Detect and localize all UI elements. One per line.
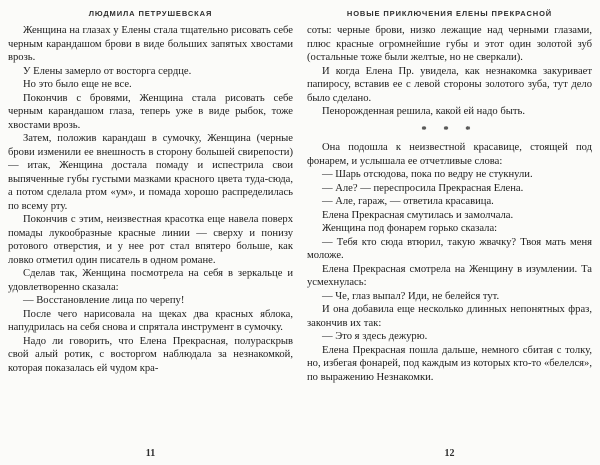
paragraph: Покончив с бровями, Женщина стала рисовать себе черным карандашом глаза, теперь уже в виде рыбок, тоже хвостами врозь. xyxy=(8,92,293,131)
paragraph: — Это я здесь дежурю. xyxy=(322,331,428,342)
paragraph: Елена Прекрасная пошла дальше, немного сбитая с толку, но, избегая фонарей, под каждым из которых кто-то «белелся», по выражению Незнакомки. xyxy=(307,344,592,383)
paragraph: Надо ли говорить, что Елена Прекрасная, полураскрыв свой алый ротик, с восторгом наблюдала за незнакомкой, которая показалась ей чудом кра- xyxy=(8,335,293,374)
paragraph: Елена Прекрасная смутилась и замолчала. xyxy=(322,209,514,221)
paragraph: Женщина под фонарем горько сказала: xyxy=(322,223,498,234)
paragraph: — Але, гараж, — ответила красавица. xyxy=(322,196,494,207)
paragraph: — Че, глаз выпал? Иди, не белейся тут. xyxy=(322,290,500,302)
page-number-right: 12 xyxy=(444,448,455,459)
page-left xyxy=(8,6,293,461)
paragraph: Но это было еще не все. xyxy=(23,79,132,90)
page-body-right xyxy=(307,24,592,444)
paragraph: Сделав так, Женщина посмотрела на себя в зеркальце и удовлетворенно сказала: xyxy=(8,268,293,293)
paragraph: Пенорожденная решила, какой ей надо быть. xyxy=(322,106,525,117)
paragraph: — Шарь отсюдова, пока по ведру не стукнули. xyxy=(322,169,533,180)
page-number-left: 11 xyxy=(145,448,156,459)
paragraph: — Але? — переспросила Прекрасная Елена. xyxy=(322,182,524,194)
page-right xyxy=(307,6,592,461)
paragraph: Покончив с этим, неизвестная красотка еще навела поверх помады лукообразные красные линии — сверху и понизу ротового отверстия, и у нее рот стал впятеро больше, как ловко отметил один писатель в одном романе. xyxy=(8,214,293,266)
running-header-left: ЛЮДМИЛА ПЕТРУШЕВСКАЯ xyxy=(88,9,213,18)
paragraph: У Елены замерло от восторга сердце. xyxy=(23,65,192,77)
paragraph: Она подошла к неизвестной красавице, стоящей под фонарем, и услышала ее отчетливые слова: xyxy=(307,142,592,167)
paragraph: Затем, положив карандаш в сумочку, Женщина (черные брови изменили ее внешность в сторону большей свирепости) — итак, Женщина достала помаду и испестрила свои выпяченные губы густыми мазками красного цвета туда-сюда, а потом сделала ртом «ум», и помада хорошо распределилась по всему рту. xyxy=(8,133,293,212)
paragraph: — Тебя кто сюда втюрил, такую жвачку? Твоя мать меня моложе. xyxy=(307,236,592,261)
paragraph: И когда Елена Пр. увидела, как незнакомка закуривает папиросу, вставив ее с левой стороны золотого зуба, тут дело было сделано. xyxy=(307,65,592,104)
paragraph: — Восстановление лица по черепу! xyxy=(23,295,185,306)
paragraph: И она добавила еще несколько длинных непонятных фраз, закончив их так: xyxy=(307,304,592,329)
paragraph: соты: черные брови, низко лежащие над черными глазами, плюс красные огромнейшие губы и этот один золотой зуб (остальные тоже были желтые, но не сверкали). xyxy=(307,25,592,63)
paragraph: Елена Прекрасная смотрела на Женщину в изумлении. Та усмехнулась: xyxy=(307,263,592,288)
paragraph: Женщина на глазах у Елены стала тщательно рисовать себе черным карандашом брови в виде больших запятых хвостами врозь. xyxy=(8,25,293,63)
running-header-right: НОВЫЕ ПРИКЛЮЧЕНИЯ ЕЛЕНЫ ПРЕКРАСНОЙ xyxy=(346,9,553,18)
paragraph: После чего нарисовала на щеках два красных яблока, напудрилась на себя снова и спрятала инструмент в сумочку. xyxy=(8,308,293,333)
section-separator: * * * xyxy=(421,124,478,136)
page-body-left xyxy=(8,24,293,444)
